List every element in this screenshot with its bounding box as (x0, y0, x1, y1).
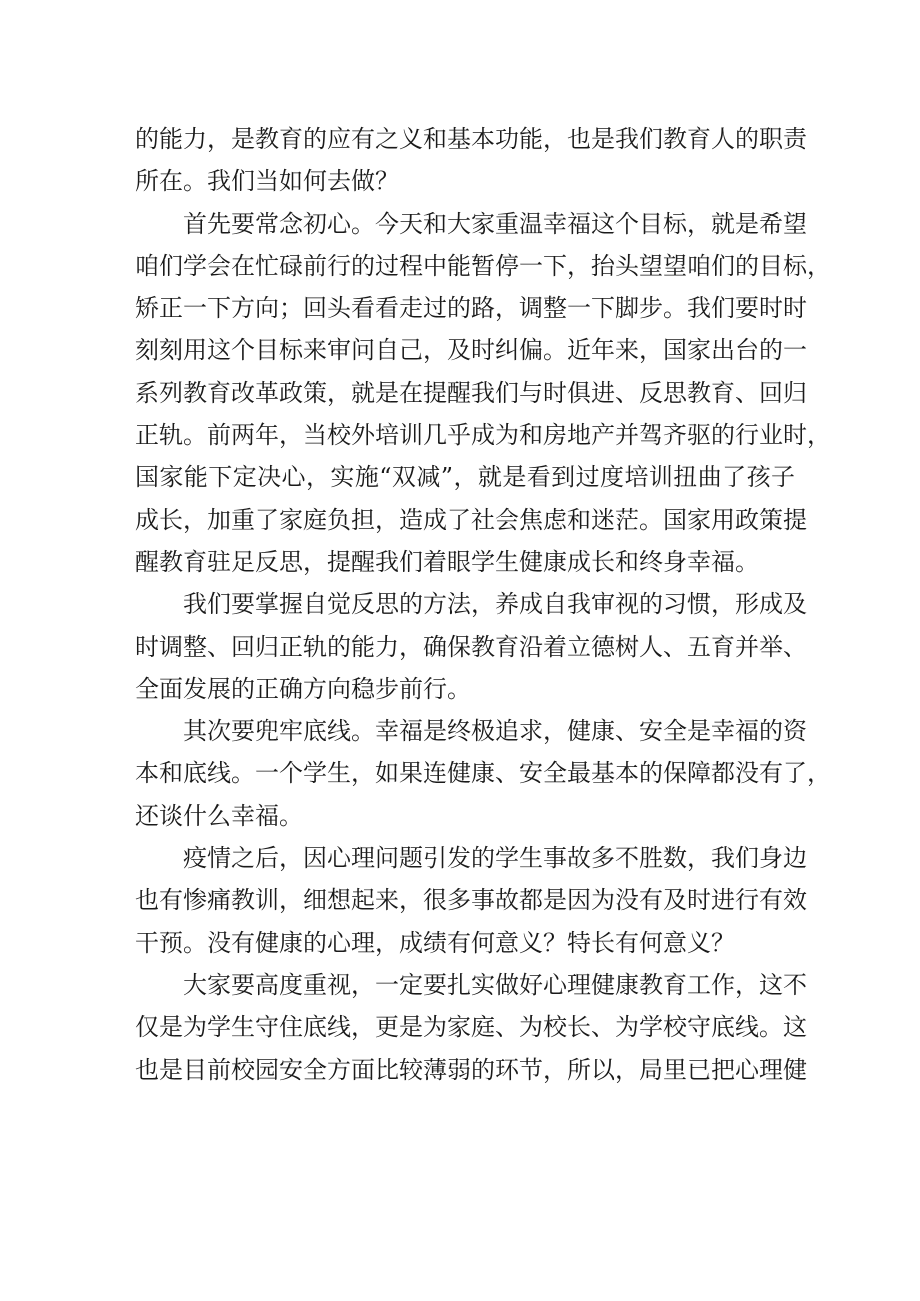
document-body (135, 118, 831, 1091)
text-line: 矫正一下方向；回头看看走过的路，调整一下脚步。我们要时时 (135, 294, 807, 323)
text-line: 国家能下定决心，实施“双减”，就是看到过度培训扭曲了孩子 (135, 463, 795, 492)
text-line: 醒教育驻足反思，提醒我们着眼学生健康成长和终身幸福。 (135, 547, 759, 576)
paragraph-first-line: 首先要常念初心。今天和大家重温幸福这个目标，就是希望 (183, 209, 807, 238)
text-line: 时调整、回归正轨的能力，确保教育沿着立德树人、五育并举、 (135, 632, 807, 661)
text-line: 还谈什么幸福。 (135, 801, 303, 830)
text-line: 刻刻用这个目标来审问自己，及时纠偏。近年来，国家出台的一 (135, 336, 807, 365)
text-line: 干预。没有健康的心理，成绩有何意义？特长有何意义？ (135, 928, 735, 957)
paragraph-first-line: 我们要掌握自觉反思的方法，养成自我审视的习惯，形成及 (183, 590, 807, 619)
paragraph-first-line: 其次要兜牢底线。幸福是终极追求，健康、安全是幸福的资 (183, 717, 807, 746)
text-line: 正轨。前两年，当校外培训几乎成为和房地产并驾齐驱的行业时， (135, 421, 831, 450)
text-line: 成长，加重了家庭负担，造成了社会焦虑和迷茫。国家用政策提 (135, 505, 807, 534)
text-line: 系列教育改革政策，就是在提醒我们与时俱进、反思教育、回归 (135, 378, 807, 407)
paragraph-first-line: 疫情之后，因心理问题引发的学生事故多不胜数，我们身边 (183, 844, 807, 873)
text-line: 也是目前校园安全方面比较薄弱的环节，所以，局里已把心理健 (135, 1055, 807, 1084)
text-line: 所在。我们当如何去做？ (135, 167, 399, 196)
text-line: 也有惨痛教训，细想起来，很多事故都是因为没有及时进行有效 (135, 886, 807, 915)
text-line: 仅是为学生守住底线，更是为家庭、为校长、为学校守底线。这 (135, 1013, 807, 1042)
text-line: 本和底线。一个学生，如果连健康、安全最基本的保障都没有了， (135, 759, 831, 788)
text-line: 全面发展的正确方向稳步前行。 (135, 674, 471, 703)
text-line: 咱们学会在忙碌前行的过程中能暂停一下，抬头望望咱们的目标， (135, 251, 831, 280)
paragraph-first-line: 大家要高度重视，一定要扎实做好心理健康教育工作，这不 (183, 970, 807, 999)
text-line: 的能力，是教育的应有之义和基本功能，也是我们教育人的职责 (135, 125, 807, 153)
